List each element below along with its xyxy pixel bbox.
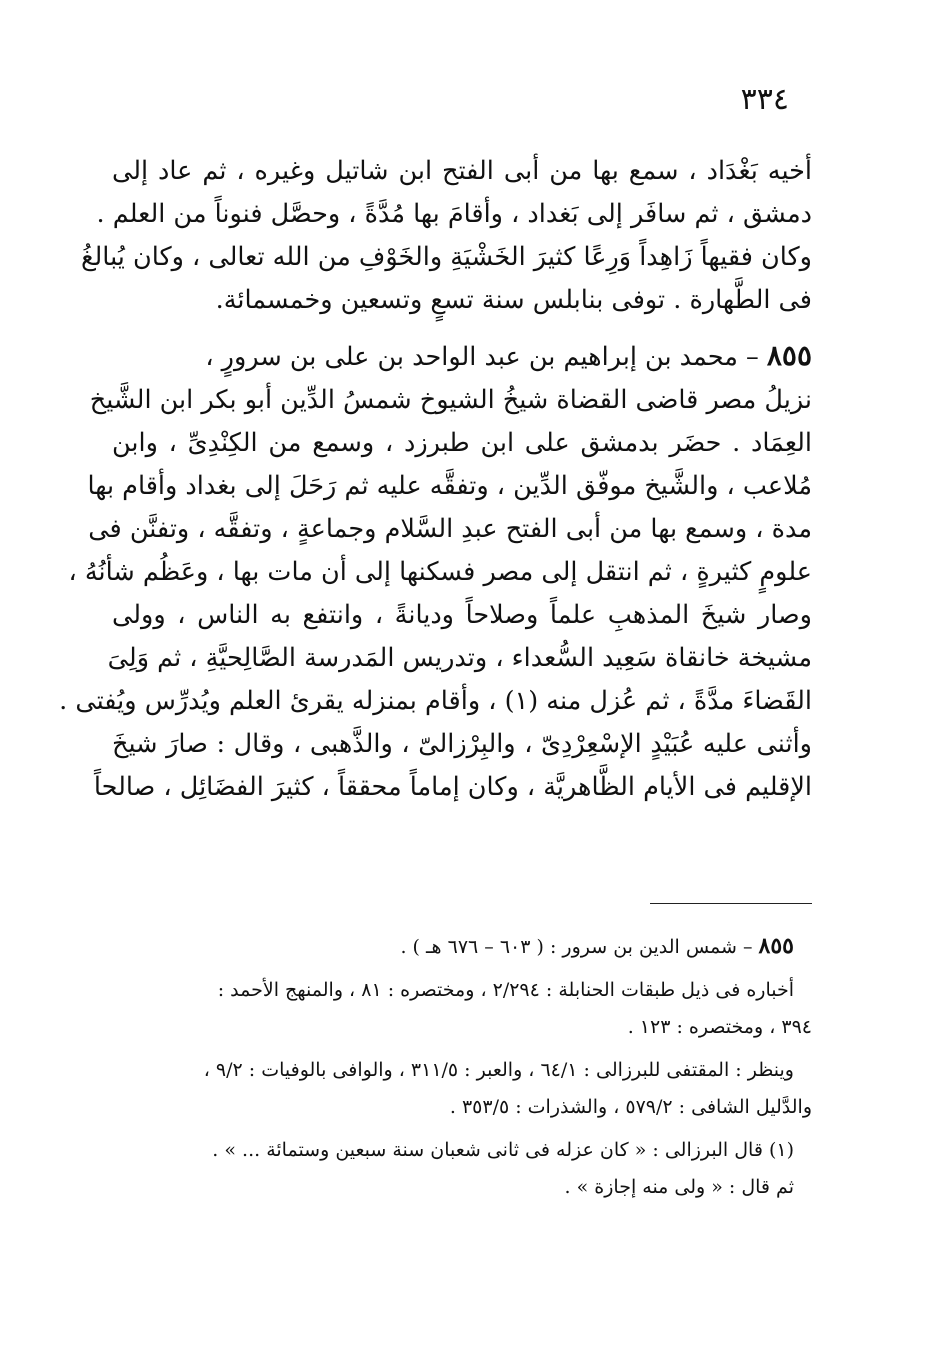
text-line: وأثنى عليه عُبَيْدٍ الإسْعِرْدِىّ ، والبِرْزالىّ ، والذَّهبى ، وقال : صارَ شيخَ (112, 729, 812, 759)
footnote-separator (650, 903, 812, 904)
text-line: العِمَاد . حضَر بدمشق على ابن طبرزد ، وسمع من الكِنْدِىِّ ، وابن (112, 428, 812, 458)
main-text (59, 150, 812, 809)
text-line: القَضاءَ مدَّةً ، ثم عُزل منه (١) ، وأقام بمنزله يقرئ العلم ويُدرِّس ويُفتى . (59, 686, 812, 716)
entry-title: محمد بن إبراهيم بن عبد الواحد بن على بن سرورٍ ، (205, 342, 738, 372)
text-line: مدة ، وسمع بها من أبى الفتح عبدِ السَّلام وجماعةٍ ، وتفقَّه ، وتفنَّن فى (88, 514, 812, 544)
text-line: علومٍ كثيرةٍ ، ثم انتقل إلى مصر فسكنها إلى أن مات بها ، وعَظُم شأنُهُ ، (68, 557, 812, 587)
page-number: ٣٣٤ (740, 82, 789, 117)
text-line: مشيخة خانقاة سَعِيد السُّعداء ، وتدريس المَدرسة الصَّالِحيَّةِ ، ثم وَلِىَ (107, 643, 812, 673)
footnote-note-1: (١) قال البرزالى : « كان عزله فى ثانى شعبان سنة سبعين وستمائة ... » . (212, 1139, 794, 1161)
footnote-line: ٣٩٤ ، ومختصره : ١٢٣ . (627, 1016, 812, 1038)
footnote-line: وينظر : المقتفى للبرزالى : ٦٤/١ ، والعبر : ٣١١/٥ ، والوافى بالوفيات : ٩/٢ ، (203, 1059, 794, 1081)
footnote-dash: – (743, 936, 753, 958)
text-line: أخيه بَغْدَاد ، سمع بها من أبى الفتح ابن شاتيل وغيره ، ثم عاد إلى (112, 156, 812, 186)
footnote-line: والدَّليل الشافى : ٥٧٩/٢ ، والشذرات : ٣٥٣/٥ . (449, 1096, 812, 1118)
footnote-entry-number: ٨٥٥ (758, 933, 794, 959)
text-line: فى الطَّهارة . توفى بنابلس سنة تسعٍ وتسعين وخمسمائة. (215, 285, 812, 315)
footnote-heading-text: شمس الدين بن سرور : ( ٦٠٣ – ٦٧٦ هـ ) . (400, 936, 737, 958)
text-line: نزيلُ مصر قاضى القضاة شيخُ الشيوخ شمسُ الدِّين أبو بكر ابن الشَّيخ (89, 385, 812, 415)
text-line: وكان فقيهاً زَاهِداً وَرِعًا كثيرَ الخَشْيَةِ والخَوْفِ من الله تعالى ، وكان يُبالغُ (80, 242, 812, 272)
footnote-line: أخباره فى ذيل طبقات الحنابلة : ٢/٢٩٤ ، ومختصره : ٨١ ، والمنهج الأحمد : (217, 979, 794, 1001)
entry-heading-line (112, 334, 812, 379)
text-line: دمشق ، ثم سافَر إلى بَغداد ، وأقامَ بها مُدَّةً ، وحصَّل فنوناً من العلم . (96, 199, 812, 229)
text-line: الإقليم فى الأيام الظَّاهريَّة ، وكان إماماً محققاً ، كثيرَ الفضَائِل ، صالحاً (93, 772, 812, 802)
paragraph-gap (112, 322, 812, 334)
entry-dash: – (746, 342, 759, 372)
footnotes (112, 928, 812, 1206)
text-line: وصار شيخَ المذهبِ علماً وصلاحاً وديانةً ، وانتفع به الناس ، وولى (112, 600, 812, 630)
footnote-note-1-cont: ثم قال : « ولى منه إجازة » . (564, 1176, 794, 1198)
footnote-heading (112, 928, 812, 966)
text-line: مُلاعب ، والشَّيخ موفّق الدِّين ، وتفقَّه عليه ثم رَحَلَ إلى بغداد وأقام بها (87, 471, 812, 501)
entry-number: ٨٥٥ (766, 339, 812, 372)
